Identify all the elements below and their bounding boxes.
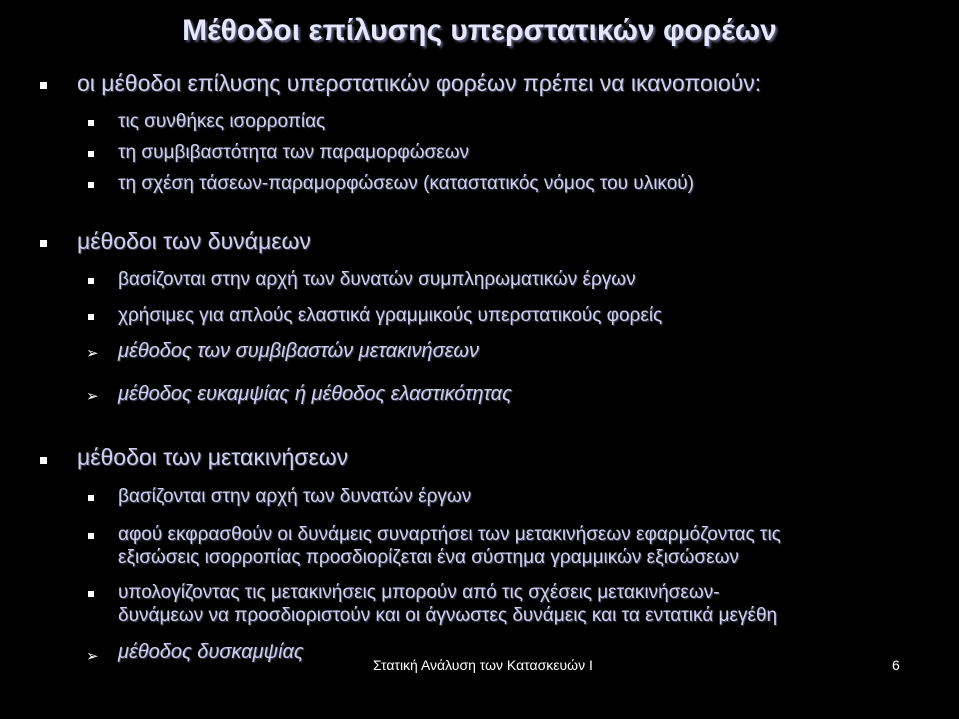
bullet-text: τις συνθήκες ισορροπίας [118, 111, 326, 132]
bullet-text-continuation: δυνάμεων να προσδιοριστούν και οι άγνωστες δυνάμεις και τα εντατικά μεγέθη [118, 605, 778, 626]
square-bullet-icon [40, 240, 47, 247]
square-bullet-icon [88, 495, 94, 501]
square-bullet-icon [88, 591, 94, 597]
slide-title: Μέθοδοι επίλυσης υπερστατικών φορέων [182, 14, 777, 47]
square-bullet-icon [88, 151, 94, 157]
bullet-text: χρήσιμες για απλούς ελαστικά γραμμικούς υπερστατικούς φορείς [118, 305, 663, 326]
arrow-bullet-icon: ➢ [86, 388, 99, 405]
arrow-bullet-icon: ➢ [86, 648, 99, 665]
square-bullet-icon [88, 278, 94, 284]
page-number: 6 [892, 657, 900, 673]
bullet-text: υπολογίζοντας τις μετακινήσεις μπορούν από τις σχέσεις μετακινήσεων- [118, 582, 720, 603]
arrow-bullet-icon: ➢ [86, 345, 99, 362]
square-bullet-icon [40, 457, 47, 464]
bullet-text-continuation: εξισώσεις ισορροπίας προσδιορίζεται ένα σύστημα γραμμικών εξισώσεων [118, 547, 739, 568]
bullet-text: μέθοδοι των δυνάμεων [77, 228, 311, 254]
bullet-text: μέθοδος ευκαμψίας ή μέθοδος ελαστικότητας [118, 383, 512, 405]
square-bullet-icon [40, 82, 47, 89]
bullet-text: μέθοδοι των μετακινήσεων [77, 444, 349, 470]
square-bullet-icon [88, 533, 94, 539]
square-bullet-icon [88, 120, 94, 126]
bullet-text: μέθοδος δυσκαμψίας [118, 641, 304, 663]
square-bullet-icon [88, 314, 94, 320]
footer-text: Στατική Ανάλυση των Κατασκευών Ι [373, 657, 593, 673]
bullet-text: αφού εκφρασθούν οι δυνάμεις συναρτήσει των μετακινήσεων εφαρμόζοντας τις [118, 524, 781, 545]
square-bullet-icon [88, 182, 94, 188]
bullet-text: βασίζονται στην αρχή των δυνατών συμπληρωματικών έργων [118, 269, 636, 290]
bullet-text: οι μέθοδοι επίλυσης υπερστατικών φορέων πρέπει να ικανοποιούν: [77, 70, 762, 96]
bullet-text: μέθοδος των συμβιβαστών μετακινήσεων [118, 340, 479, 362]
bullet-text: βασίζονται στην αρχή των δυνατών έργων [118, 486, 472, 507]
bullet-text: τη σχέση τάσεων-παραμορφώσεων (καταστατικός νόμος του υλικού) [118, 173, 694, 194]
bullet-text: τη συμβιβαστότητα των παραμορφώσεων [118, 142, 470, 163]
